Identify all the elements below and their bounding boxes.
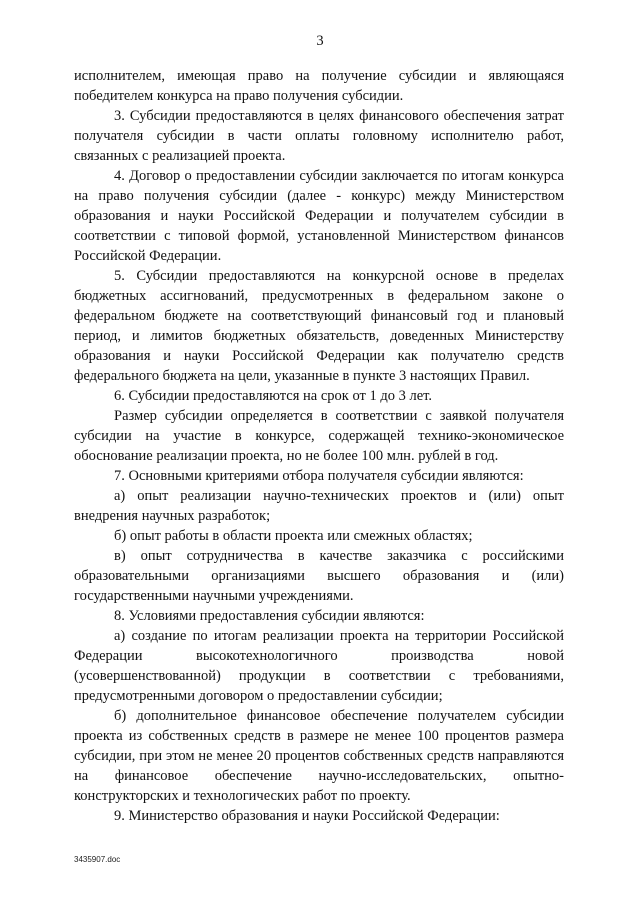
paragraph-item-3: 3. Субсидии предоставляются в целях финансового обеспечения затрат получателя субсидии в части оплаты головному исполнителю работ, связанных с реализацией проекта. (74, 108, 564, 164)
paragraph-item-9: 9. Министерство образования и науки Российской Федерации: (114, 808, 500, 824)
footer-filename: 3435907.doc (74, 855, 121, 864)
document-body (74, 66, 564, 826)
paragraph-item-7c: в) опыт сотрудничества в качестве заказчика с российскими образовательными организациями высшего образования и (или) государственными научными учреждениями. (74, 548, 564, 604)
paragraph-continuation: исполнителем, имеющая право на получение субсидии и являющаяся победителем конкурса на право получения субсидии. (74, 68, 564, 104)
page-number: 3 (316, 33, 324, 49)
paragraph-item-4: 4. Договор о предоставлении субсидии заключается по итогам конкурса на право получения субсидии (далее - конкурс) между Министерством образования и науки Российской Федерации и получателем субсидии в соответствии с типовой формой, установленной Министерством финансов Российской Федерации. (74, 168, 564, 264)
paragraph-item-5: 5. Субсидии предоставляются на конкурсной основе в пределах бюджетных ассигнований, предусмотренных в федеральном законе о федеральном бюджете на соответствующий финансовый год и плановый период, и лимитов бюджетных обязательств, доведенных Министерству образования и науки Российской Федерации как получателю средств федерального бюджета на цели, указанные в пункте 3 настоящих Правил. (74, 268, 564, 384)
paragraph-item-8b: б) дополнительное финансовое обеспечение получателем субсидии проекта из собственных средств в размере не менее 100 процентов размера субсидии, при этом не менее 20 процентов собственных средств направляются на финансовое обеспечение научно-исследовательских, опытно-конструкторских и технологических работ по проекту. (74, 708, 564, 804)
paragraph-item-6: 6. Субсидии предоставляются на срок от 1 до 3 лет. (114, 388, 433, 404)
paragraph-item-7: 7. Основными критериями отбора получателя субсидии являются: (114, 468, 524, 484)
paragraph-item-7b: б) опыт работы в области проекта или смежных областях; (114, 528, 473, 544)
paragraph-item-8: 8. Условиями предоставления субсидии являются: (114, 608, 425, 624)
paragraph-item-7a: а) опыт реализации научно-технических проектов и (или) опыт внедрения научных разработок; (74, 488, 564, 524)
paragraph-item-8a: а) создание по итогам реализации проекта на территории Российской Федерации высокотехнологичного производства новой (усовершенствованной) продукции в соответствии с требованиями, предусмотренными договором о предоставлении субсидии; (74, 628, 564, 704)
paragraph-subsidy-size: Размер субсидии определяется в соответствии с заявкой получателя субсидии на участие в конкурсе, содержащей технико-экономическое обоснование реализации проекта, но не более 100 млн. рублей в год. (74, 408, 564, 464)
